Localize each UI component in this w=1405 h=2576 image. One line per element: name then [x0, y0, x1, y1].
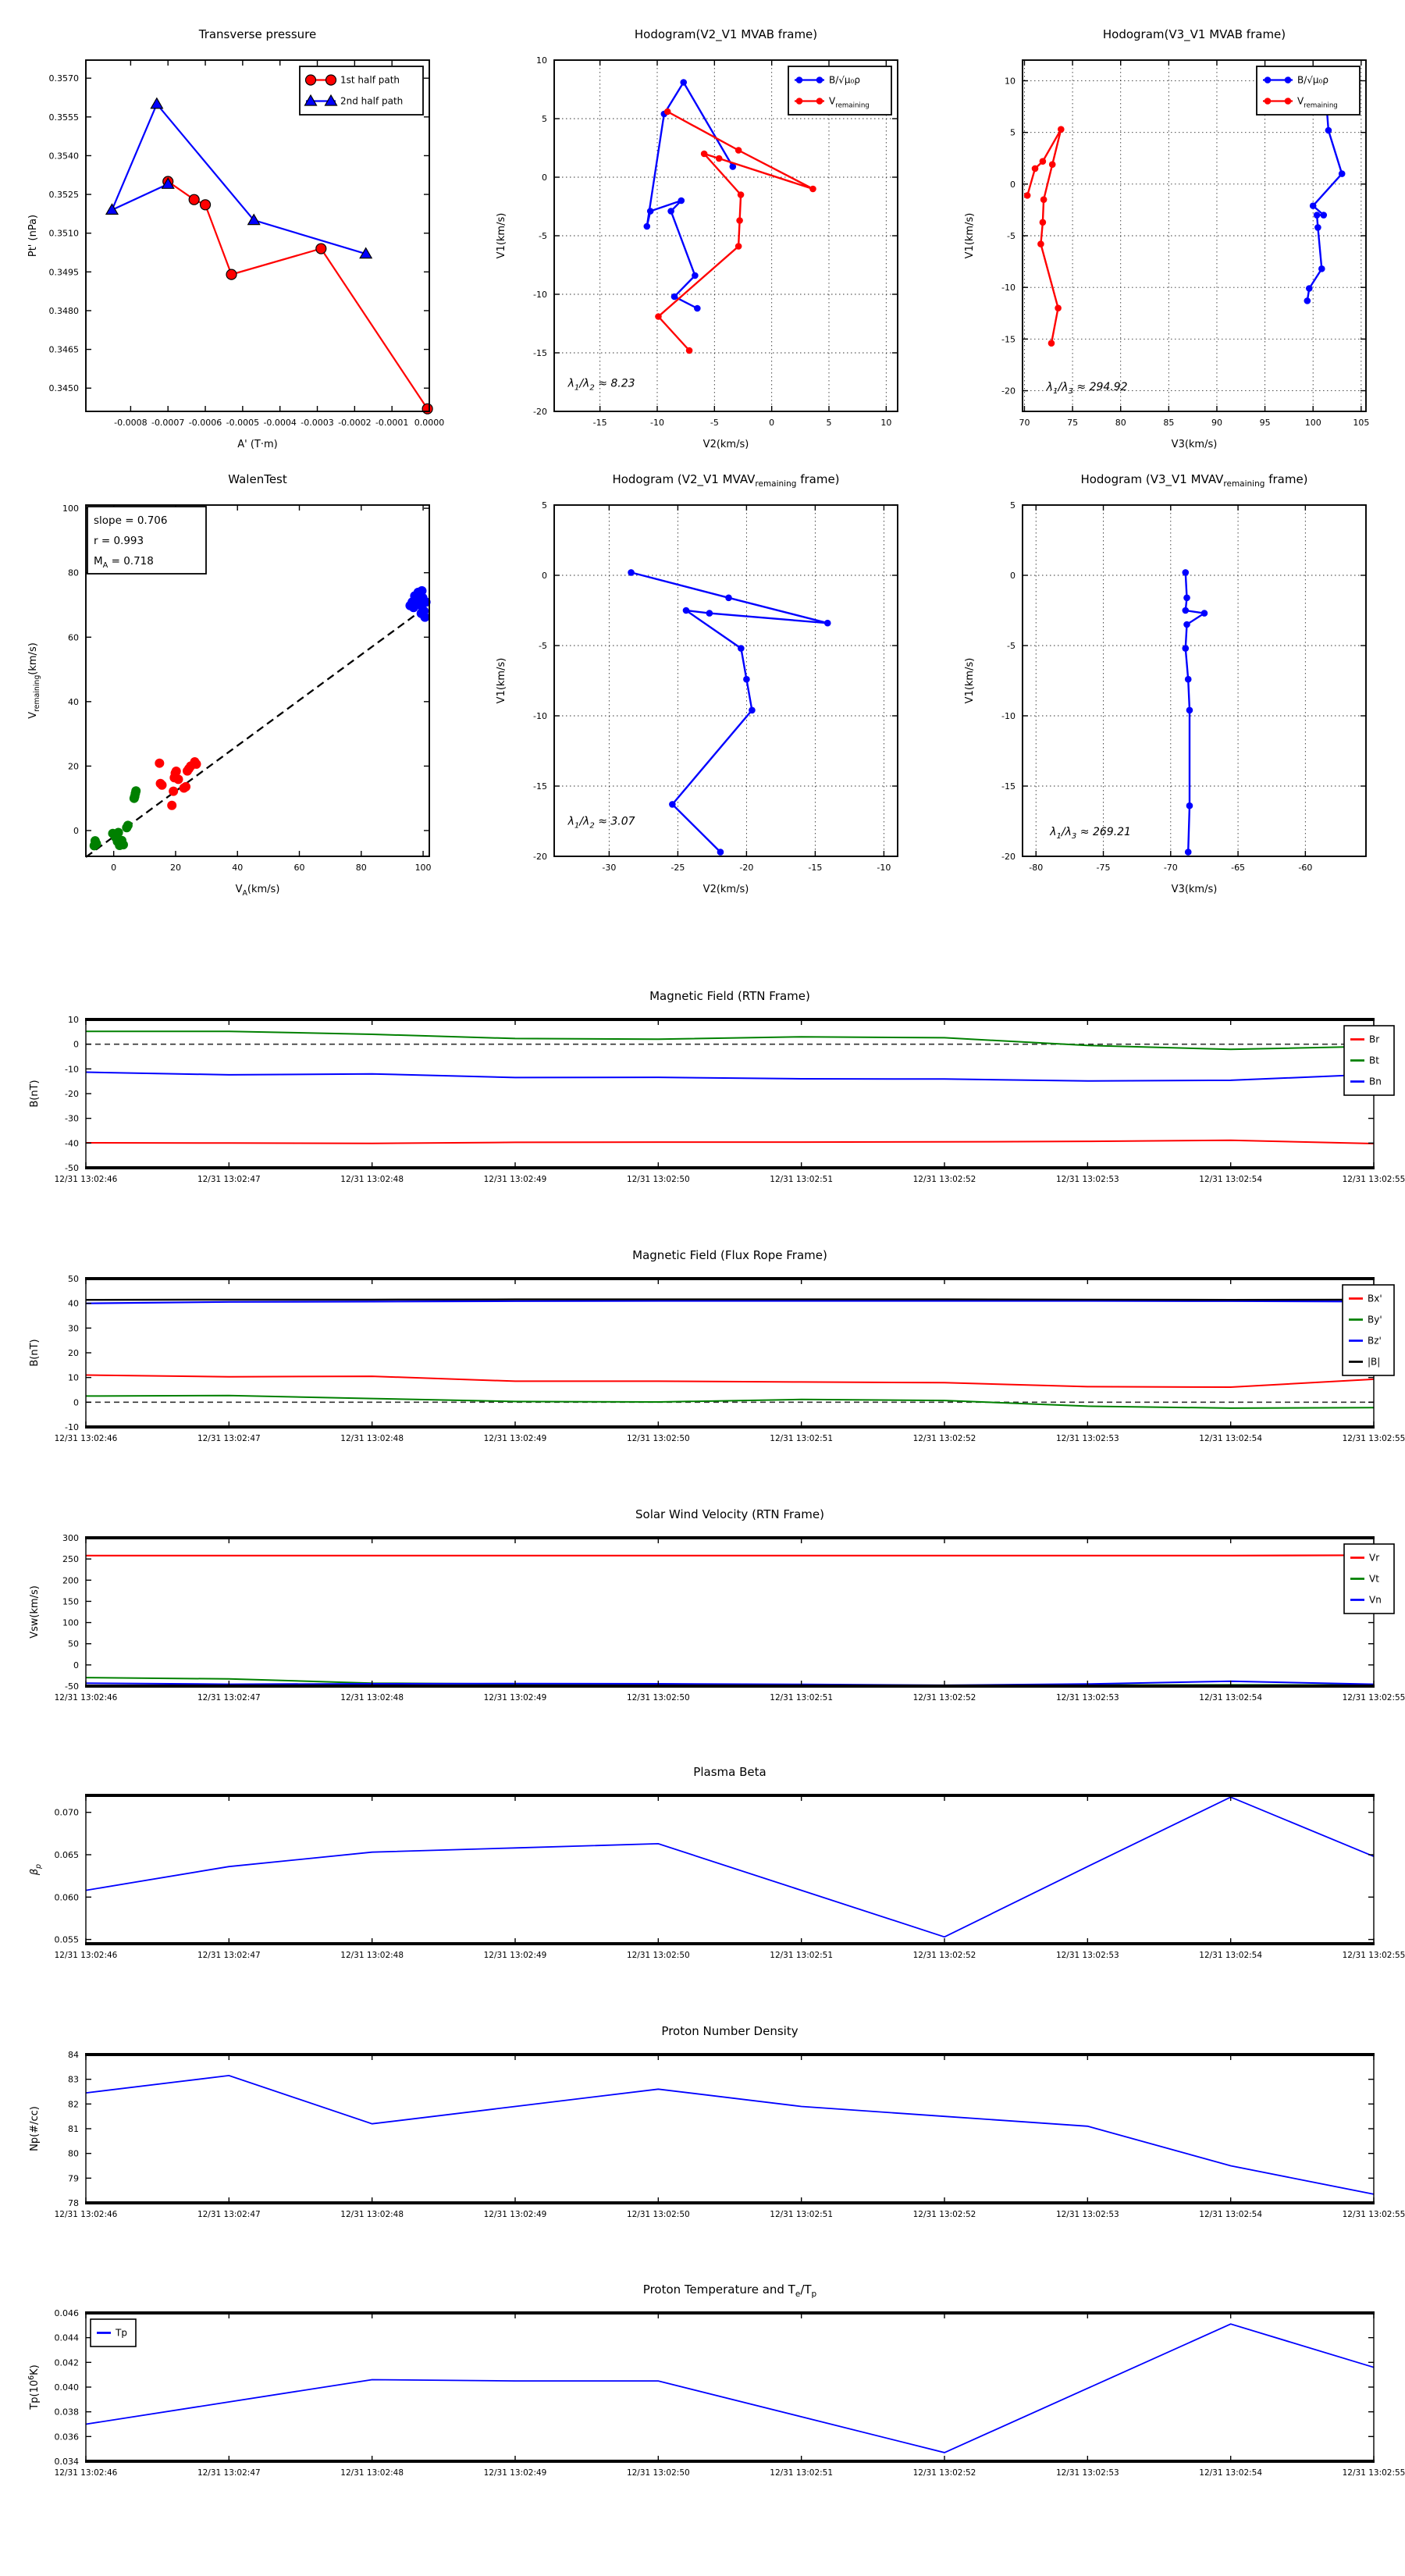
svg-text:V2(km/s): V2(km/s) — [702, 884, 749, 895]
svg-text:10: 10 — [68, 1372, 79, 1383]
svg-text:40: 40 — [68, 1298, 79, 1309]
svg-text:B/√μ₀ρ: B/√μ₀ρ — [1297, 74, 1329, 86]
svg-text:82: 82 — [68, 2099, 79, 2110]
svg-text:0.060: 0.060 — [54, 1892, 79, 1903]
panel-title: Magnetic Field (RTN Frame) — [649, 989, 810, 1003]
svg-text:λ1/λ2 ≈ 3.07: $\lambda_1/\lambda_2 \approx 3.07$ — [567, 815, 635, 831]
svg-text:-25: -25 — [670, 863, 685, 873]
svg-text:-0.0008: -0.0008 — [114, 418, 148, 428]
svg-text:12/31 13:02:54: 12/31 13:02:54 — [1199, 1693, 1263, 1703]
svg-text:|B|: |B| — [1368, 1356, 1381, 1368]
svg-text:λ1/λ2 ≈ 8.23: $\lambda_1/\lambda_2 \approx 8.23$ — [567, 377, 635, 393]
svg-text:0.3495: 0.3495 — [48, 267, 79, 278]
svg-text:85: 85 — [1163, 418, 1175, 428]
svg-text:0.046: 0.046 — [54, 2308, 79, 2318]
svg-text:12/31 13:02:53: 12/31 13:02:53 — [1055, 2210, 1119, 2219]
svg-text:A' (T·m): A' (T·m) — [237, 439, 278, 450]
svg-text:12/31 13:02:50: 12/31 13:02:50 — [626, 1693, 690, 1703]
svg-text:Tp(106K): $Tp(10^6K)$ — [27, 2364, 41, 2410]
svg-text:MA = 0.718: $M_A = 0.718$ — [94, 555, 154, 570]
svg-text:-15: -15 — [1001, 334, 1016, 345]
svg-text:0.038: 0.038 — [54, 2407, 79, 2418]
svg-text:0.044: 0.044 — [54, 2332, 79, 2343]
hodogram-v3v1-mvav-chart — [944, 457, 1405, 898]
svg-text:12/31 13:02:51: 12/31 13:02:51 — [770, 1434, 834, 1443]
svg-text:20: 20 — [68, 1348, 79, 1358]
svg-text:12/31 13:02:52: 12/31 13:02:52 — [912, 2210, 976, 2219]
svg-text:Vsw(km/s): Vsw(km/s) — [29, 1585, 41, 1638]
svg-text:12/31 13:02:50: 12/31 13:02:50 — [626, 1175, 690, 1184]
svg-text:105: 105 — [1353, 418, 1370, 428]
svg-text:-10: -10 — [877, 863, 891, 873]
svg-text:0: 0 — [73, 1660, 79, 1670]
svg-text:10: 10 — [536, 55, 547, 66]
svg-text:80: 80 — [355, 863, 367, 873]
svg-text:0.3510: 0.3510 — [48, 228, 79, 239]
svg-text:2nd half path: 2nd half path — [340, 95, 404, 107]
magnetic-field-flux-rope-chart — [0, 1244, 1405, 1501]
svg-text:Bn: Bn — [1369, 1076, 1382, 1087]
svg-text:0: 0 — [542, 571, 547, 581]
svg-text:5: 5 — [826, 418, 832, 428]
svg-text:12/31 13:02:52: 12/31 13:02:52 — [912, 1951, 976, 1960]
svg-text:12/31 13:02:49: 12/31 13:02:49 — [483, 2468, 547, 2478]
svg-text:12/31 13:02:48: 12/31 13:02:48 — [340, 1434, 404, 1443]
svg-text:12/31 13:02:47: 12/31 13:02:47 — [197, 1434, 261, 1443]
svg-text:0.036: 0.036 — [54, 2432, 79, 2443]
svg-text:B/√μ₀ρ: B/√μ₀ρ — [829, 74, 860, 86]
svg-text:-10: -10 — [1001, 711, 1016, 721]
svg-text:0.3450: 0.3450 — [48, 383, 79, 394]
svg-text:12/31 13:02:49: 12/31 13:02:49 — [483, 1434, 547, 1443]
panel-title: Solar Wind Velocity (RTN Frame) — [635, 1507, 824, 1521]
svg-text:5: 5 — [1010, 500, 1016, 511]
svg-text:-0.0007: -0.0007 — [151, 418, 185, 428]
svg-text:12/31 13:02:49: 12/31 13:02:49 — [483, 1175, 547, 1184]
svg-text:0: 0 — [111, 863, 117, 873]
svg-text:75: 75 — [1067, 418, 1079, 428]
svg-text:12/31 13:02:53: 12/31 13:02:53 — [1055, 2468, 1119, 2478]
svg-text:0.3570: 0.3570 — [48, 73, 79, 84]
svg-text:10: 10 — [880, 418, 892, 428]
panel-title: Hodogram(V3_V1 MVAB frame) — [1102, 27, 1286, 41]
svg-text:12/31 13:02:50: 12/31 13:02:50 — [626, 1951, 690, 1960]
svg-text:-0.0001: -0.0001 — [375, 418, 409, 428]
svg-text:-5: -5 — [710, 418, 719, 428]
svg-text:0: 0 — [73, 1039, 79, 1050]
svg-text:V1(km/s): V1(km/s) — [496, 657, 507, 704]
svg-text:-0.0005: -0.0005 — [226, 418, 260, 428]
svg-text:12/31 13:02:53: 12/31 13:02:53 — [1055, 1175, 1119, 1184]
svg-text:12/31 13:02:51: 12/31 13:02:51 — [770, 1693, 834, 1703]
svg-text:-40: -40 — [65, 1138, 79, 1149]
svg-text:-10: -10 — [1001, 283, 1016, 294]
svg-text:-65: -65 — [1231, 863, 1246, 873]
hodogram-v2v1-mvav-chart — [476, 457, 937, 898]
svg-text:-20: -20 — [1001, 852, 1016, 862]
svg-text:12/31 13:02:55: 12/31 13:02:55 — [1342, 2210, 1405, 2219]
svg-text:V1(km/s): V1(km/s) — [964, 657, 976, 704]
svg-text:0.0000: 0.0000 — [414, 418, 445, 428]
svg-text:V3(km/s): V3(km/s) — [1171, 439, 1218, 450]
panel-title: Proton Temperature and $T_e/T_p$ — [642, 2282, 817, 2299]
svg-text:12/31 13:02:55: 12/31 13:02:55 — [1342, 1175, 1405, 1184]
svg-text:0.034: 0.034 — [54, 2457, 79, 2467]
svg-text:5: 5 — [542, 500, 547, 511]
svg-text:B(nT): B(nT) — [29, 1080, 41, 1108]
svg-text:VA(km/s): $V_A(km/s)$ — [235, 884, 280, 898]
svg-text:Bt: Bt — [1369, 1055, 1379, 1066]
svg-text:12/31 13:02:46: 12/31 13:02:46 — [54, 1175, 118, 1184]
svg-text:12/31 13:02:48: 12/31 13:02:48 — [340, 2468, 404, 2478]
plasma-beta-chart — [0, 1760, 1405, 2018]
svg-text:12/31 13:02:51: 12/31 13:02:51 — [770, 1951, 834, 1960]
svg-text:10: 10 — [68, 1015, 79, 1025]
svg-text:12/31 13:02:48: 12/31 13:02:48 — [340, 1175, 404, 1184]
svg-text:Vn: Vn — [1369, 1594, 1382, 1606]
svg-text:95: 95 — [1259, 418, 1271, 428]
svg-text:12/31 13:02:55: 12/31 13:02:55 — [1342, 1434, 1405, 1443]
svg-text:0.042: 0.042 — [54, 2357, 79, 2368]
svg-text:12/31 13:02:48: 12/31 13:02:48 — [340, 1951, 404, 1960]
svg-text:12/31 13:02:54: 12/31 13:02:54 — [1199, 2210, 1263, 2219]
svg-text:12/31 13:02:52: 12/31 13:02:52 — [912, 1175, 976, 1184]
svg-text:-15: -15 — [1001, 781, 1016, 792]
svg-text:78: 78 — [68, 2198, 79, 2208]
svg-text:12/31 13:02:47: 12/31 13:02:47 — [197, 2210, 261, 2219]
svg-text:150: 150 — [62, 1596, 79, 1607]
panel-title: Proton Number Density — [661, 2024, 799, 2038]
panel-title: Transverse pressure — [198, 27, 317, 41]
svg-text:20: 20 — [169, 863, 181, 873]
panel-title: Hodogram (V2_V1 $MVAV_{remaining}$ frame) — [612, 472, 840, 489]
svg-text:-5: -5 — [539, 231, 547, 241]
svg-text:-5: -5 — [1007, 641, 1016, 651]
svg-text:-15: -15 — [592, 418, 607, 428]
svg-text:100: 100 — [62, 503, 79, 514]
panel-title: Plasma Beta — [693, 1765, 767, 1779]
svg-text:12/31 13:02:46: 12/31 13:02:46 — [54, 1693, 118, 1703]
svg-text:0.040: 0.040 — [54, 2382, 79, 2393]
svg-text:-20: -20 — [533, 407, 547, 417]
svg-text:12/31 13:02:54: 12/31 13:02:54 — [1199, 1434, 1263, 1443]
svg-text:V1(km/s): V1(km/s) — [496, 212, 507, 259]
svg-text:12/31 13:02:52: 12/31 13:02:52 — [912, 2468, 976, 2478]
svg-text:-20: -20 — [533, 852, 547, 862]
svg-text:Tp: Tp — [116, 2327, 127, 2339]
svg-text:Vremaining(km/s): $V_{remaining}(km/s)$ — [27, 642, 41, 719]
svg-text:12/31 13:02:49: 12/31 13:02:49 — [483, 2210, 547, 2219]
svg-text:-0.0003: -0.0003 — [301, 418, 334, 428]
svg-text:-15: -15 — [808, 863, 823, 873]
svg-text:12/31 13:02:46: 12/31 13:02:46 — [54, 2468, 118, 2478]
svg-text:50: 50 — [68, 1638, 79, 1649]
svg-text:-30: -30 — [602, 863, 617, 873]
svg-text:60: 60 — [68, 632, 79, 643]
svg-text:-15: -15 — [533, 781, 547, 792]
svg-text:-15: -15 — [533, 348, 547, 358]
svg-text:12/31 13:02:52: 12/31 13:02:52 — [912, 1434, 976, 1443]
walen-test-chart — [8, 457, 468, 898]
svg-text:12/31 13:02:53: 12/31 13:02:53 — [1055, 1434, 1119, 1443]
svg-text:0: 0 — [769, 418, 775, 428]
panel-title: WalenTest — [228, 472, 287, 486]
svg-text:12/31 13:02:50: 12/31 13:02:50 — [626, 2210, 690, 2219]
svg-text:V1(km/s): V1(km/s) — [964, 212, 976, 259]
svg-text:V3(km/s): V3(km/s) — [1171, 884, 1218, 895]
svg-text:12/31 13:02:48: 12/31 13:02:48 — [340, 1693, 404, 1703]
svg-text:50: 50 — [68, 1274, 79, 1284]
svg-text:0: 0 — [73, 825, 79, 836]
transverse-pressure-chart — [8, 12, 468, 453]
svg-text:12/31 13:02:49: 12/31 13:02:49 — [483, 1951, 547, 1960]
svg-text:λ1/λ3 ≈ 294.92: $\lambda_1/\lambda_3 \approx 294.92$ — [1046, 381, 1128, 396]
svg-text:30: 30 — [68, 1323, 79, 1334]
svg-text:90: 90 — [1211, 418, 1222, 428]
panel-title: Magnetic Field (Flux Rope Frame) — [632, 1248, 827, 1262]
svg-text:0.3525: 0.3525 — [48, 190, 79, 201]
svg-text:-10: -10 — [65, 1422, 79, 1432]
svg-text:-20: -20 — [739, 863, 754, 873]
svg-text:12/31 13:02:50: 12/31 13:02:50 — [626, 1434, 690, 1443]
svg-text:-10: -10 — [533, 711, 547, 721]
svg-text:-0.0002: -0.0002 — [338, 418, 372, 428]
proton-temperature-chart — [0, 2278, 1405, 2535]
svg-text:Br: Br — [1369, 1034, 1380, 1045]
svg-text:-20: -20 — [1001, 386, 1016, 397]
svg-text:81: 81 — [68, 2124, 79, 2134]
svg-text:r = 0.993: r = 0.993 — [94, 535, 144, 547]
proton-number-density-chart — [0, 2019, 1405, 2277]
svg-text:12/31 13:02:49: 12/31 13:02:49 — [483, 1693, 547, 1703]
svg-text:βp: $\beta_p$ — [29, 1863, 43, 1876]
svg-text:12/31 13:02:47: 12/31 13:02:47 — [197, 1693, 261, 1703]
svg-text:12/31 13:02:55: 12/31 13:02:55 — [1342, 1693, 1405, 1703]
svg-text:80: 80 — [68, 568, 79, 578]
svg-text:λ1/λ3 ≈ 269.21: $\lambda_1/\lambda_3 \approx 269.21$ — [1050, 826, 1131, 841]
panel-title: Hodogram (V3_V1 $MVAV_{remaining}$ frame) — [1080, 472, 1308, 489]
svg-text:-5: -5 — [539, 641, 547, 651]
svg-text:40: 40 — [68, 696, 79, 707]
svg-text:0: 0 — [1010, 179, 1016, 190]
svg-text:12/31 13:02:46: 12/31 13:02:46 — [54, 2210, 118, 2219]
svg-text:-10: -10 — [650, 418, 664, 428]
solar-wind-velocity-chart — [0, 1503, 1405, 1760]
svg-text:B(nT): B(nT) — [29, 1339, 41, 1367]
svg-text:Vremaining: $V_{remaining}$ — [829, 95, 870, 110]
svg-text:slope = 0.706: slope = 0.706 — [94, 514, 168, 527]
svg-text:10: 10 — [1005, 76, 1016, 87]
svg-text:0.3540: 0.3540 — [48, 151, 79, 162]
svg-text:5: 5 — [1010, 127, 1016, 138]
svg-text:12/31 13:02:55: 12/31 13:02:55 — [1342, 2468, 1405, 2478]
svg-text:300: 300 — [62, 1533, 79, 1543]
svg-text:-50: -50 — [65, 1163, 79, 1173]
svg-text:0: 0 — [73, 1397, 79, 1408]
svg-text:12/31 13:02:55: 12/31 13:02:55 — [1342, 1951, 1405, 1960]
svg-text:0.3555: 0.3555 — [48, 112, 79, 123]
svg-text:250: 250 — [62, 1554, 79, 1565]
svg-text:12/31 13:02:54: 12/31 13:02:54 — [1199, 1175, 1263, 1184]
svg-text:-60: -60 — [1298, 863, 1313, 873]
svg-text:12/31 13:02:47: 12/31 13:02:47 — [197, 2468, 261, 2478]
svg-text:70: 70 — [1019, 418, 1030, 428]
panel-title: Hodogram(V2_V1 MVAB frame) — [634, 27, 818, 41]
hodogram-v3v1-mvab-chart — [944, 12, 1405, 453]
svg-text:Vr: Vr — [1369, 1552, 1380, 1564]
svg-text:40: 40 — [232, 863, 244, 873]
svg-text:80: 80 — [1115, 418, 1126, 428]
svg-text:0: 0 — [1010, 571, 1016, 581]
svg-text:12/31 13:02:51: 12/31 13:02:51 — [770, 2210, 834, 2219]
svg-text:5: 5 — [542, 114, 547, 124]
svg-text:12/31 13:02:46: 12/31 13:02:46 — [54, 1434, 118, 1443]
svg-text:12/31 13:02:48: 12/31 13:02:48 — [340, 2210, 404, 2219]
svg-text:-70: -70 — [1163, 863, 1178, 873]
svg-text:-30: -30 — [65, 1113, 79, 1124]
svg-text:Vremaining: $V_{remaining}$ — [1297, 95, 1338, 110]
svg-text:Bx': Bx' — [1368, 1293, 1382, 1304]
svg-text:-5: -5 — [1007, 231, 1016, 241]
svg-text:Bz': Bz' — [1368, 1335, 1382, 1347]
svg-text:0.070: 0.070 — [54, 1807, 79, 1818]
svg-text:84: 84 — [68, 2050, 79, 2060]
svg-text:12/31 13:02:54: 12/31 13:02:54 — [1199, 1951, 1263, 1960]
svg-text:Np(#/cc): Np(#/cc) — [29, 2106, 41, 2151]
svg-text:12/31 13:02:51: 12/31 13:02:51 — [770, 2468, 834, 2478]
svg-text:-0.0006: -0.0006 — [188, 418, 222, 428]
svg-text:0.3465: 0.3465 — [48, 344, 79, 355]
svg-text:-10: -10 — [533, 290, 547, 300]
svg-text:0.065: 0.065 — [54, 1850, 79, 1860]
svg-text:0.3480: 0.3480 — [48, 305, 79, 316]
svg-text:Pt' (nPa): Pt' (nPa) — [27, 214, 39, 258]
svg-text:V2(km/s): V2(km/s) — [702, 439, 749, 450]
svg-text:100: 100 — [1304, 418, 1321, 428]
svg-text:-0.0004: -0.0004 — [263, 418, 297, 428]
svg-text:-80: -80 — [1029, 863, 1044, 873]
svg-text:-75: -75 — [1096, 863, 1111, 873]
svg-text:0.055: 0.055 — [54, 1934, 79, 1945]
svg-text:12/31 13:02:47: 12/31 13:02:47 — [197, 1175, 261, 1184]
svg-text:83: 83 — [68, 2074, 79, 2085]
svg-text:100: 100 — [414, 863, 432, 873]
svg-text:200: 200 — [62, 1575, 79, 1586]
svg-text:12/31 13:02:47: 12/31 13:02:47 — [197, 1951, 261, 1960]
svg-text:100: 100 — [62, 1617, 79, 1628]
svg-text:12/31 13:02:46: 12/31 13:02:46 — [54, 1951, 118, 1960]
svg-text:-20: -20 — [65, 1089, 79, 1099]
svg-text:0: 0 — [542, 173, 547, 183]
svg-text:1st half path: 1st half path — [340, 74, 400, 86]
svg-text:60: 60 — [293, 863, 305, 873]
svg-text:Vt: Vt — [1369, 1573, 1379, 1585]
svg-text:20: 20 — [68, 761, 79, 772]
magnetic-field-rtn-chart — [0, 984, 1405, 1242]
svg-text:12/31 13:02:54: 12/31 13:02:54 — [1199, 2468, 1263, 2478]
svg-text:-50: -50 — [65, 1681, 79, 1692]
svg-text:-10: -10 — [65, 1064, 79, 1075]
svg-text:12/31 13:02:51: 12/31 13:02:51 — [770, 1175, 834, 1184]
svg-text:12/31 13:02:53: 12/31 13:02:53 — [1055, 1693, 1119, 1703]
svg-text:12/31 13:02:53: 12/31 13:02:53 — [1055, 1951, 1119, 1960]
svg-text:12/31 13:02:52: 12/31 13:02:52 — [912, 1693, 976, 1703]
svg-text:By': By' — [1368, 1314, 1382, 1325]
svg-text:79: 79 — [68, 2173, 79, 2184]
svg-text:12/31 13:02:50: 12/31 13:02:50 — [626, 2468, 690, 2478]
hodogram-v2v1-mvab-chart — [476, 12, 937, 453]
svg-text:80: 80 — [68, 2148, 79, 2159]
